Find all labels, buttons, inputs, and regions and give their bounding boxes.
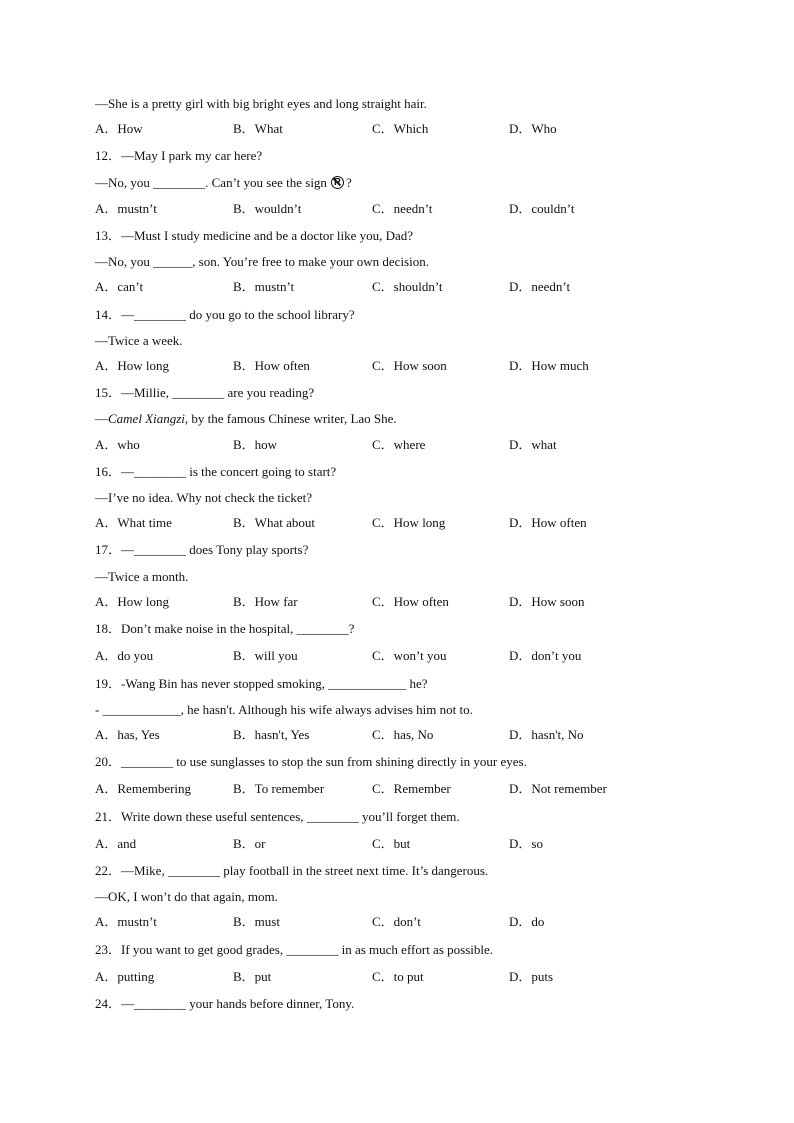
q13-option-b: B．mustn’t [233, 279, 295, 294]
q19-option-b: B．hasn't, Yes [233, 727, 310, 742]
question-18-stem: 18．Don’t make noise in the hospital, ________? [95, 621, 355, 636]
q14-option-d: D．How much [509, 358, 589, 373]
question-20-stem: 20．________ to use sunglasses to stop the sun from shining directly in your eyes. [95, 754, 527, 769]
q19-option-d: D．hasn't, No [509, 727, 584, 742]
q23-option-d: D．puts [509, 969, 554, 984]
q15-option-b: B．how [233, 437, 278, 452]
q18-option-a: A．do you [95, 648, 154, 663]
q14-option-a: A．How long [95, 358, 170, 373]
q15-option-c: C．where [372, 437, 426, 452]
question-24-stem: 24．—________ your hands before dinner, Tony. [95, 996, 355, 1011]
question-13-line2: —No, you ______, son. You’re free to make your own decision. [95, 254, 429, 269]
question-16-line2: —I’ve no idea. Why not check the ticket? [95, 490, 313, 505]
question-19-line2: - ____________, he hasn't. Although his wife always advises him not to. [95, 702, 473, 717]
q23-option-a: A．putting [95, 969, 155, 984]
no-parking-sign-icon [331, 176, 344, 189]
q12-option-d: D．couldn’t [509, 201, 575, 216]
question-21-stem: 21．Write down these useful sentences, ________ you’ll forget them. [95, 809, 460, 824]
q21-option-d: D．so [509, 836, 543, 851]
question-23-stem: 23．If you want to get good grades, ________ in as much effort as possible. [95, 942, 493, 957]
q19-option-c: C．has, No [372, 727, 434, 742]
q11-option-c: C．Which [372, 121, 429, 136]
q15-option-d: D．what [509, 437, 557, 452]
question-22-stem: 22．—Mike, ________ play football in the street next time. It’s dangerous. [95, 863, 489, 878]
question-17-line2: —Twice a month. [95, 569, 189, 584]
q16-option-a: A．What time [95, 515, 172, 530]
q17-option-a: A．How long [95, 594, 170, 609]
q12-option-a: A．mustn’t [95, 201, 157, 216]
question-17-stem: 17．—________ does Tony play sports? [95, 542, 309, 557]
q12-option-c: C．needn’t [372, 201, 433, 216]
question-12-stem: 12．—May I park my car here? [95, 148, 263, 163]
q16-option-b: B．What about [233, 515, 315, 530]
q14-option-b: B．How often [233, 358, 310, 373]
q12-line2-end: ? [345, 175, 352, 190]
q20-option-d: D．Not remember [509, 781, 607, 796]
question-19-stem: 19．-Wang Bin has never stopped smoking, ____________ he? [95, 676, 428, 691]
q17-option-b: B．How far [233, 594, 298, 609]
q11-option-a: A．How [95, 121, 143, 136]
q22-option-a: A．mustn’t [95, 914, 157, 929]
q18-option-d: D．don’t you [509, 648, 582, 663]
q18-option-b: B．will you [233, 648, 298, 663]
q15-book-title: Camel Xiangzi [108, 411, 185, 426]
q20-option-c: C．Remember [372, 781, 451, 796]
q23-option-b: B．put [233, 969, 272, 984]
question-12-line2 [95, 175, 352, 191]
q14-option-c: C．How soon [372, 358, 447, 373]
question-14-stem: 14．—________ do you go to the school library? [95, 307, 355, 322]
q11-option-d: D．Who [509, 121, 557, 136]
q20-option-b: B．To remember [233, 781, 325, 796]
question-16-stem: 16．—________ is the concert going to start? [95, 464, 337, 479]
q18-option-c: C．won’t you [372, 648, 447, 663]
q15-option-a: A．who [95, 437, 140, 452]
q19-option-a: A．has, Yes [95, 727, 160, 742]
q21-option-b: B．or [233, 836, 266, 851]
q22-option-d: D．do [509, 914, 545, 929]
q22-option-b: B．must [233, 914, 280, 929]
q13-option-a: A．can’t [95, 279, 144, 294]
q21-option-a: A．and [95, 836, 137, 851]
q15-line2-rest: , by the famous Chinese writer, Lao She. [184, 411, 397, 426]
question-11-answer-line: —She is a pretty girl with big bright eyes and long straight hair. [95, 96, 427, 111]
q13-option-c: C．shouldn’t [372, 279, 443, 294]
q16-option-d: D．How often [509, 515, 587, 530]
q22-option-c: C．don’t [372, 914, 421, 929]
q15-dash: — [95, 411, 108, 426]
q11-option-b: B．What [233, 121, 283, 136]
question-15-stem: 15．—Millie, ________ are you reading? [95, 385, 315, 400]
question-14-line2: —Twice a week. [95, 333, 183, 348]
q12-option-b: B．wouldn’t [233, 201, 302, 216]
q17-option-c: C．How often [372, 594, 449, 609]
question-13-stem: 13．—Must I study medicine and be a doctor like you, Dad? [95, 228, 414, 243]
q13-option-d: D．needn’t [509, 279, 571, 294]
question-22-line2: —OK, I won’t do that again, mom. [95, 889, 278, 904]
q23-option-c: C．to put [372, 969, 424, 984]
q12-line2-text: —No, you ________. Can’t you see the sign [95, 175, 327, 190]
q16-option-c: C．How long [372, 515, 446, 530]
question-15-line2 [95, 411, 397, 427]
q20-option-a: A．Remembering [95, 781, 192, 796]
q17-option-d: D．How soon [509, 594, 585, 609]
q21-option-c: C．but [372, 836, 411, 851]
